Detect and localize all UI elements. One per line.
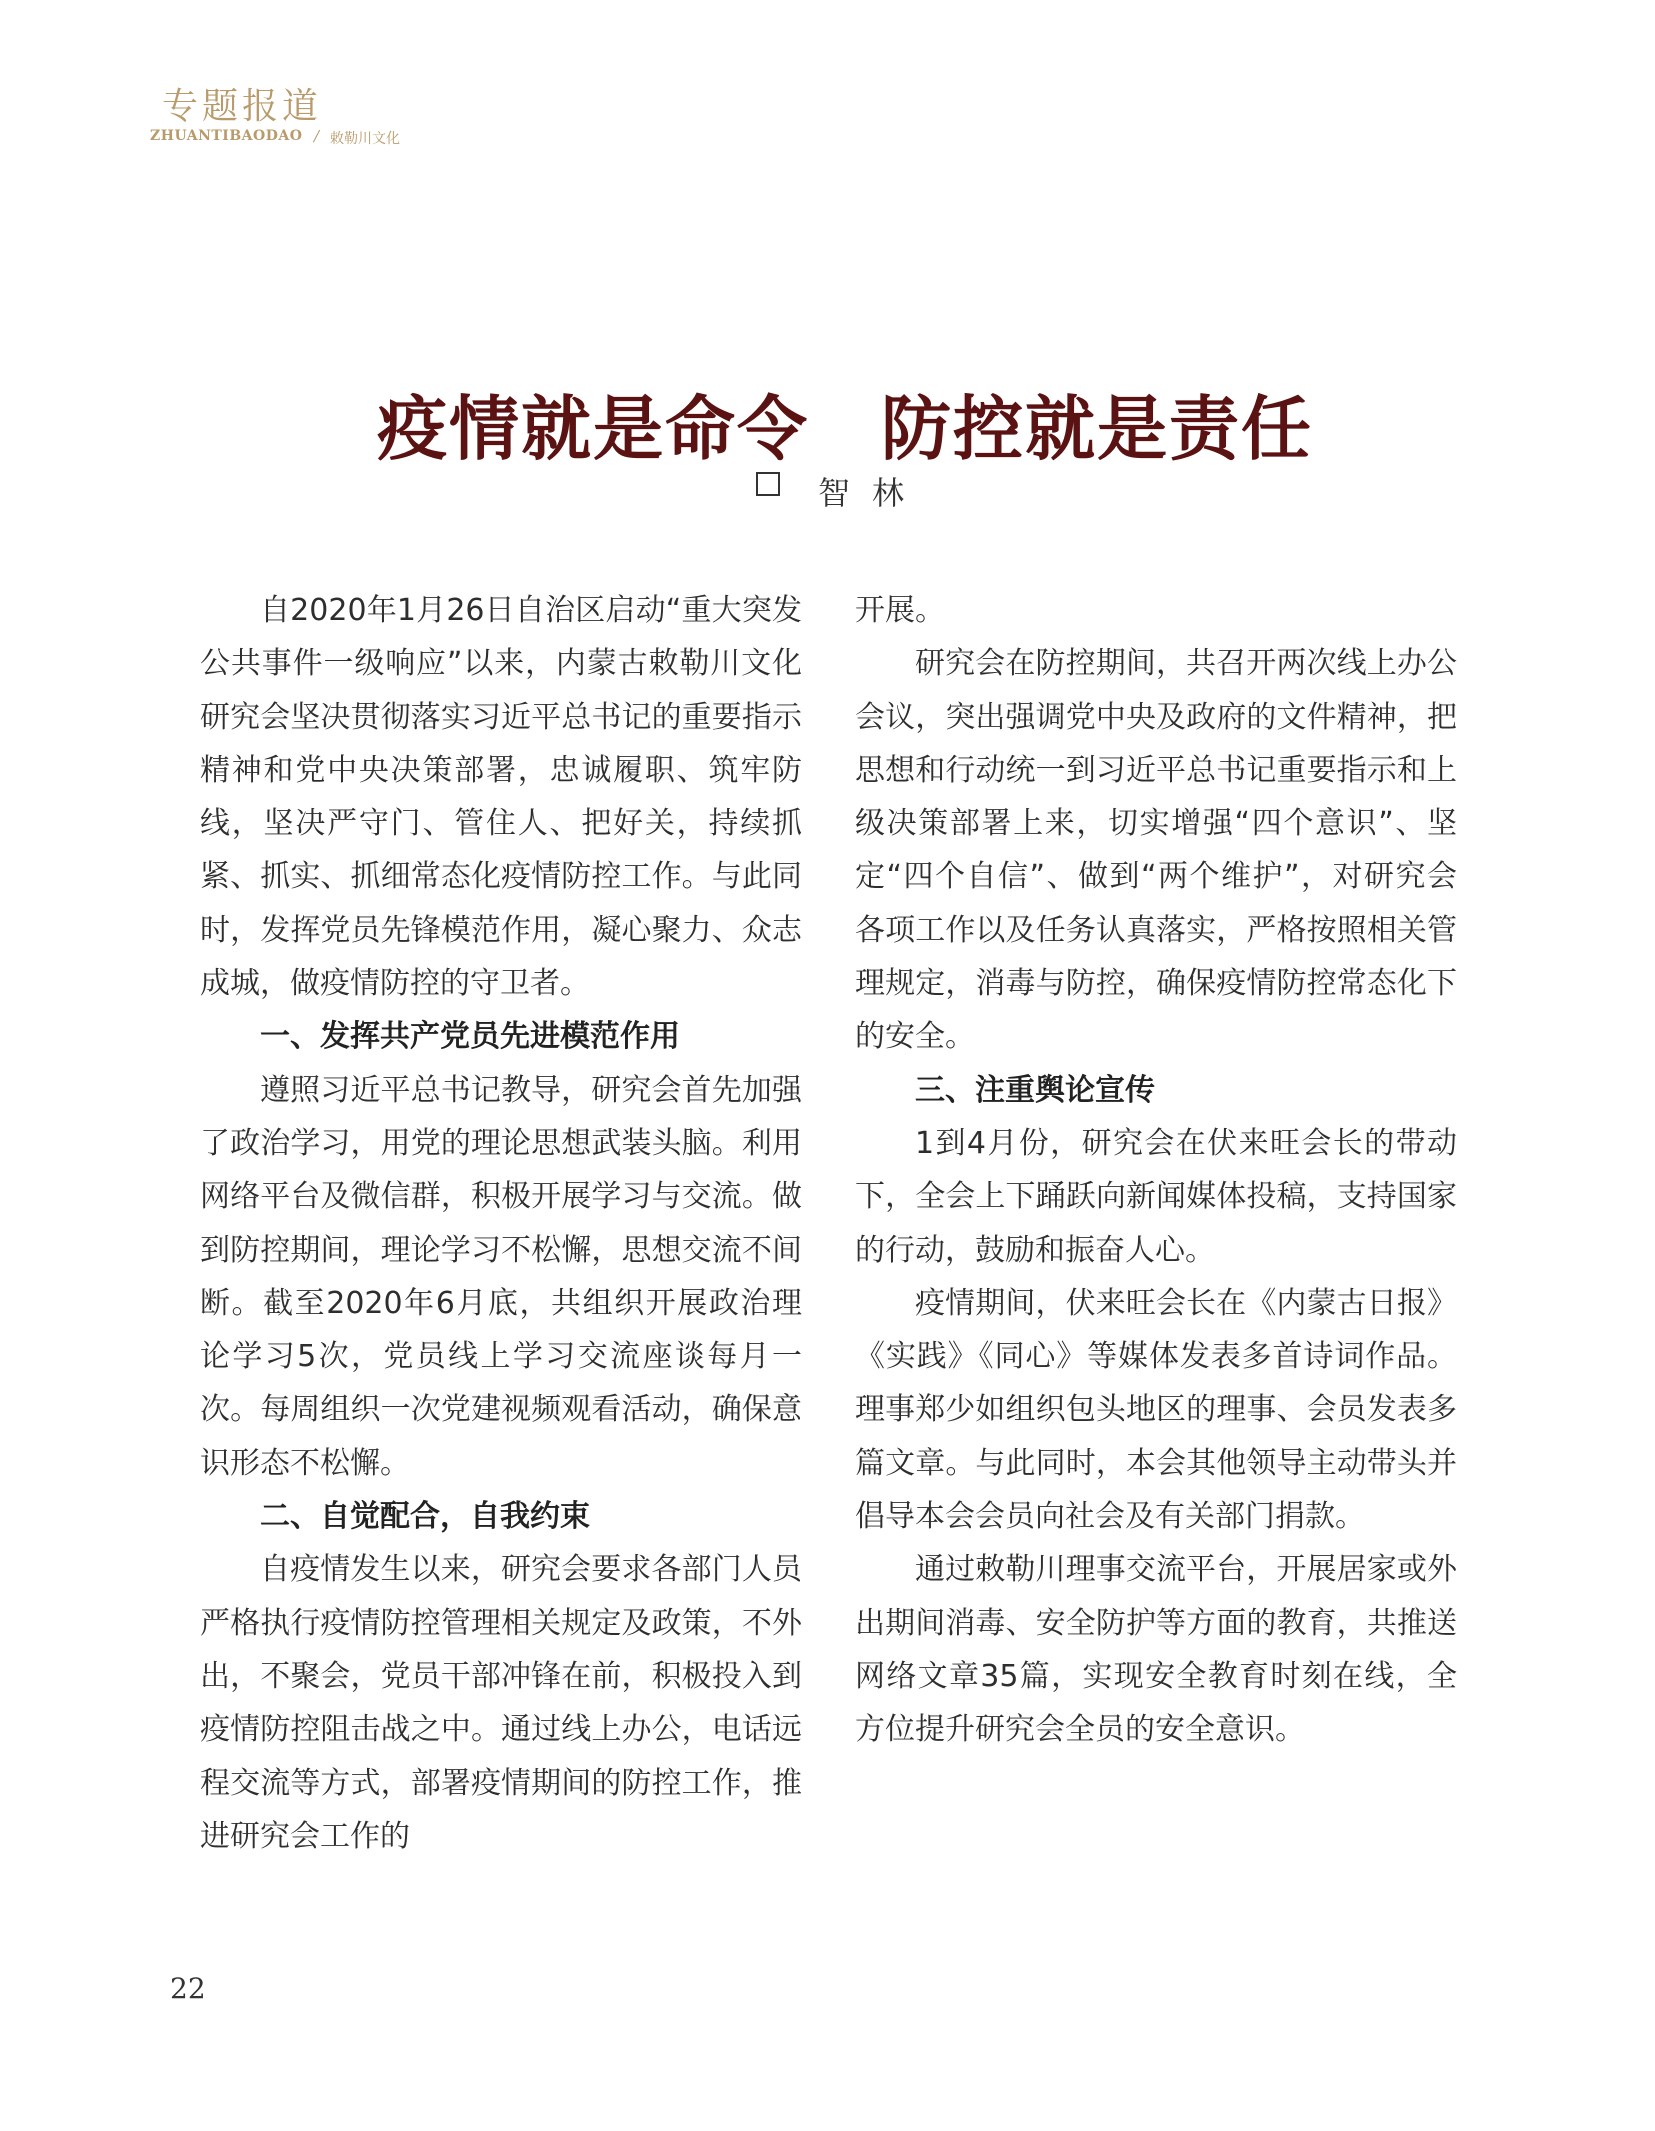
section-title: 专题报道 bbox=[162, 86, 323, 127]
right-column bbox=[855, 584, 1457, 1757]
author-box-icon bbox=[756, 472, 780, 496]
section-pinyin: ZHUANTIBAODAO bbox=[150, 128, 303, 144]
section-separator: / bbox=[314, 127, 320, 145]
section-heading: 一、发挥共产党员先进模范作用 bbox=[260, 1019, 680, 1055]
paragraph: 自疫情发生以来，研究会要求各部门人员严格执行疫情防控管理相关规定及政策，不外出，不聚会，党员干部冲锋在前，积极投入到疫情防控阻击战之中。通过线上办公，电话远程交流等方式，部署疫情期间的防控工作，推进研究会工作的 bbox=[200, 1552, 802, 1854]
page-number: 22 bbox=[170, 1972, 206, 2005]
left-column bbox=[200, 584, 802, 1863]
section-heading: 三、注重舆论宣传 bbox=[915, 1072, 1155, 1108]
paragraph: 疫情期间，伏来旺会长在《内蒙古日报》《实践》《同心》等媒体发表多首诗词作品。理事郑少如组织包头地区的理事、会员发表多篇文章。与此同时，本会其他领导主动带头并倡导本会会员向社会及有关部门捐款。 bbox=[855, 1285, 1457, 1535]
section-subtitle: 敕勒川文化 bbox=[330, 131, 400, 147]
article-title: 疫情就是命令 防控就是责任 bbox=[377, 387, 1313, 470]
paragraph: 遵照习近平总书记教导，研究会首先加强了政治学习，用党的理论思想武装头脑。利用网络平台及微信群，积极开展学习与交流。做到防控期间，理论学习不松懈，思想交流不间断。截至2020年6月底，共组织开展政治理论学习5次，党员线上学习交流座谈每月一次。每周组织一次党建视频观看活动，确保意识形态不松懈。 bbox=[200, 1072, 802, 1481]
paragraph: 研究会在防控期间，共召开两次线上办公会议，突出强调党中央及政府的文件精神，把思想和行动统一到习近平总书记重要指示和上级决策部署上来，切实增强“四个意识”、坚定“四个自信”、做到“两个维护”，对研究会各项工作以及任务认真落实，严格按照相关管理规定，消毒与防控，确保疫情防控常态化下的安全。 bbox=[855, 646, 1457, 1055]
section-header bbox=[150, 78, 482, 148]
paragraph: 通过敕勒川理事交流平台，开展居家或外出期间消毒、安全防护等方面的教育，共推送网络文章35篇，实现安全教育时刻在线，全方位提升研究会全员的安全意识。 bbox=[855, 1552, 1457, 1748]
author-name: 智林 bbox=[818, 474, 927, 512]
section-heading: 二、自觉配合，自我约束 bbox=[260, 1499, 590, 1535]
paragraph-continued: 开展。 bbox=[855, 593, 945, 628]
paragraph: 1到4月份，研究会在伏来旺会长的带动下，全会上下踊跃向新闻媒体投稿，支持国家的行动，鼓励和振奋人心。 bbox=[855, 1125, 1457, 1268]
paragraph: 自2020年1月26日自治区启动“重大突发公共事件一级响应”以来，内蒙古敕勒川文化研究会坚决贯彻落实习近平总书记的重要指示精神和党中央决策部署，忠诚履职、筑牢防线，坚决严守门、管住人、把好关，持续抓紧、抓实、抓细常态化疫情防控工作。与此同时，发挥党员先锋模范作用，凝心聚力、众志成城，做疫情防控的守卫者。 bbox=[200, 593, 802, 1002]
